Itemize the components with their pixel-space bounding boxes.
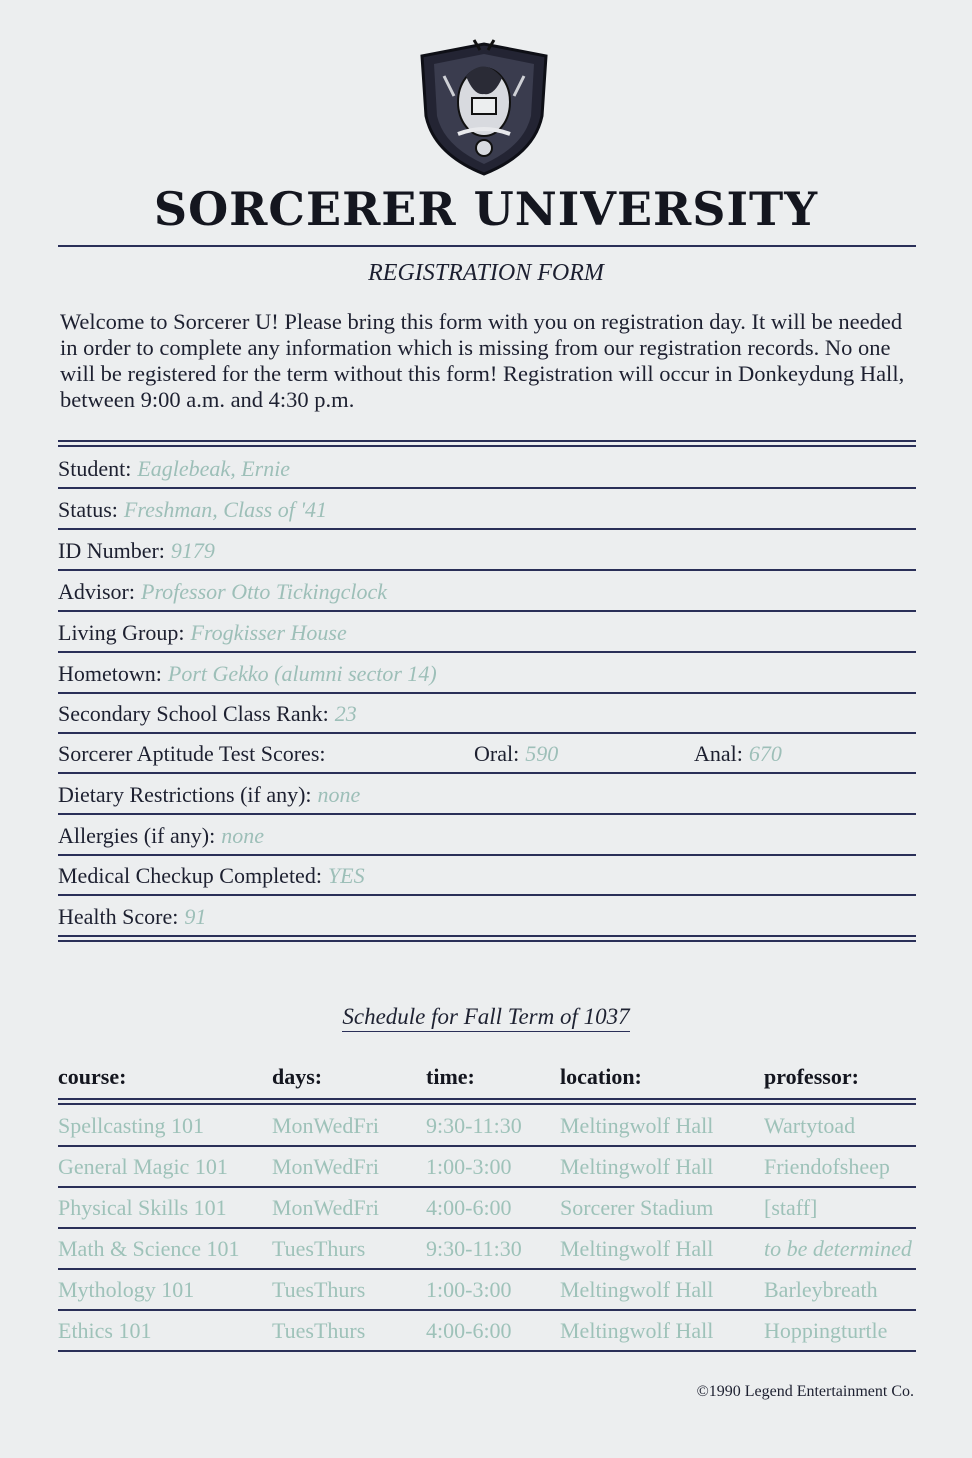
table-row [58, 1106, 916, 1147]
university-crest-icon [414, 36, 554, 178]
cell-location: Meltingwolf Hall [560, 1236, 714, 1261]
field-hometown [58, 654, 916, 694]
schedule-title-text: Schedule for Fall Term of 1037 [342, 1004, 629, 1032]
field-status [58, 490, 916, 530]
anal-label: Anal: [694, 741, 743, 766]
cell-course: Mythology 101 [58, 1277, 195, 1302]
field-label: Health Score: [58, 904, 179, 929]
cell-professor: Barleybreath [764, 1277, 878, 1302]
field-medical [58, 856, 916, 896]
field-value: 91 [184, 904, 207, 929]
field-health-score [58, 897, 916, 937]
cell-course: Physical Skills 101 [58, 1195, 227, 1220]
table-row [58, 1311, 916, 1352]
schedule-title [0, 1004, 972, 1030]
cell-professor: [staff] [764, 1195, 818, 1220]
cell-days: MonWedFri [272, 1195, 380, 1220]
field-label: Student: [58, 456, 132, 481]
cell-professor: Wartytoad [764, 1113, 856, 1138]
cell-location: Meltingwolf Hall [560, 1277, 714, 1302]
field-label: Allergies (if any): [58, 823, 216, 848]
cell-professor: Friendofsheep [764, 1154, 890, 1179]
column-header-time: time: [426, 1064, 475, 1089]
field-label: ID Number: [58, 538, 165, 563]
oral-value: 590 [525, 741, 559, 766]
cell-days: TuesThurs [272, 1318, 366, 1343]
field-value: 23 [334, 701, 357, 726]
field-value: Freshman, Class of '41 [123, 497, 328, 522]
field-label: Sorcerer Aptitude Test Scores: [58, 741, 326, 766]
column-header-course: course: [58, 1064, 127, 1089]
cell-course: Ethics 101 [58, 1318, 152, 1343]
field-living-group [58, 613, 916, 653]
field-value: Eaglebeak, Ernie [137, 456, 291, 481]
table-row [58, 1270, 916, 1311]
cell-location: Sorcerer Stadium [560, 1195, 714, 1220]
field-aptitude-scores [58, 734, 916, 774]
cell-location: Meltingwolf Hall [560, 1113, 714, 1138]
oral-label: Oral: [474, 741, 520, 766]
fields-bottom-divider [58, 935, 916, 942]
field-value: YES [327, 863, 365, 888]
field-label: Hometown: [58, 661, 162, 686]
anal-value: 670 [748, 741, 782, 766]
field-label: Secondary School Class Rank: [58, 701, 329, 726]
cell-time: 4:00-6:00 [426, 1318, 512, 1343]
table-row [58, 1229, 916, 1270]
cell-professor: to be determined [764, 1236, 912, 1261]
field-value: none [221, 823, 264, 848]
field-value: Professor Otto Tickingclock [141, 579, 388, 604]
schedule-header-divider [58, 1098, 916, 1105]
field-id-number [58, 531, 916, 571]
field-advisor [58, 572, 916, 612]
cell-days: TuesThurs [272, 1277, 366, 1302]
fields-top-divider [58, 440, 916, 447]
cell-location: Meltingwolf Hall [560, 1154, 714, 1179]
column-header-days: days: [272, 1064, 323, 1089]
field-allergies [58, 816, 916, 856]
copyright-notice: ©1990 Legend Entertainment Co. [696, 1383, 914, 1400]
cell-professor: Hoppingturtle [764, 1318, 888, 1343]
title-divider [58, 245, 916, 247]
welcome-paragraph: Welcome to Sorcerer U! Please bring this form with you on registration day. It will be needed in order to complete any information which is missing from our registration records. No one will be registered for the term without this form! Registration will occur in Donkeydung Hall, between 9:00 a.m. and 4:30 p.m. [60, 309, 905, 412]
field-value: 9179 [170, 538, 215, 563]
field-value: Frogkisser House [190, 620, 347, 645]
field-value: Port Gekko (alumni sector 14) [167, 661, 437, 686]
column-header-professor: professor: [764, 1064, 859, 1089]
cell-time: 1:00-3:00 [426, 1154, 512, 1179]
field-class-rank [58, 694, 916, 734]
column-header-location: location: [560, 1064, 642, 1089]
cell-days: TuesThurs [272, 1236, 366, 1261]
field-student [58, 449, 916, 489]
cell-time: 9:30-11:30 [426, 1113, 522, 1138]
field-label: Medical Checkup Completed: [58, 863, 322, 888]
cell-days: MonWedFri [272, 1113, 380, 1138]
field-label: Dietary Restrictions (if any): [58, 782, 312, 807]
cell-course: Math & Science 101 [58, 1236, 240, 1261]
cell-course: Spellcasting 101 [58, 1113, 205, 1138]
field-label: Advisor: [58, 579, 135, 604]
form-title: REGISTRATION FORM [368, 260, 604, 286]
university-name: SORCERER UNIVERSITY [153, 182, 819, 236]
cell-days: MonWedFri [272, 1154, 380, 1179]
cell-time: 1:00-3:00 [426, 1277, 512, 1302]
cell-time: 4:00-6:00 [426, 1195, 512, 1220]
anal-score [694, 734, 782, 774]
table-row [58, 1188, 916, 1229]
oral-score [474, 734, 558, 774]
cell-location: Meltingwolf Hall [560, 1318, 714, 1343]
cell-course: General Magic 101 [58, 1154, 228, 1179]
field-value: none [317, 782, 361, 807]
cell-time: 9:30-11:30 [426, 1236, 522, 1261]
table-row [58, 1147, 916, 1188]
field-label: Status: [58, 497, 118, 522]
field-dietary [58, 775, 916, 815]
field-label: Living Group: [58, 620, 185, 645]
